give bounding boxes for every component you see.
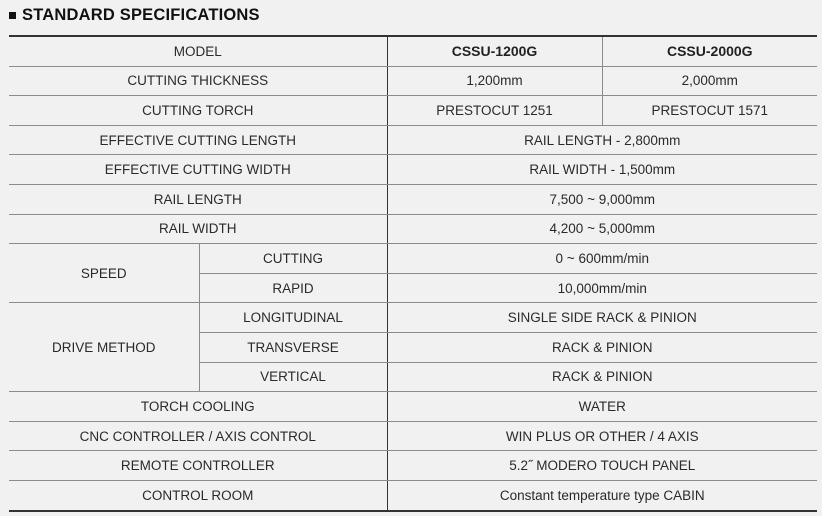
- table-row-speed-cutting: [9, 244, 817, 274]
- effective-width-value: RAIL WIDTH - 1,500mm: [387, 155, 817, 185]
- drive-vertical-label: VERTICAL: [199, 362, 387, 392]
- model-label: MODEL: [9, 36, 387, 66]
- cutting-torch-b: PRESTOCUT 1571: [602, 96, 817, 126]
- cnc-value: WIN PLUS OR OTHER / 4 AXIS: [387, 421, 817, 451]
- speed-label: SPEED: [9, 244, 199, 303]
- spec-table: [9, 35, 817, 512]
- drive-method-label: DRIVE METHOD: [9, 303, 199, 392]
- table-row-remote: [9, 451, 817, 481]
- speed-cutting-label: CUTTING: [199, 244, 387, 274]
- table-row-model: [9, 36, 817, 66]
- effective-length-label: EFFECTIVE CUTTING LENGTH: [9, 125, 387, 155]
- cutting-thickness-a: 1,200mm: [387, 66, 602, 96]
- table-row-torch-cooling: [9, 392, 817, 422]
- section-title-text: STANDARD SPECIFICATIONS: [22, 5, 260, 24]
- rail-width-label: RAIL WIDTH: [9, 214, 387, 244]
- cutting-thickness-b: 2,000mm: [602, 66, 817, 96]
- torch-cooling-value: WATER: [387, 392, 817, 422]
- effective-length-value: RAIL LENGTH - 2,800mm: [387, 125, 817, 155]
- drive-transverse-label: TRANSVERSE: [199, 332, 387, 362]
- table-row-effective-width: [9, 155, 817, 185]
- remote-value: 5.2˝ MODERO TOUCH PANEL: [387, 451, 817, 481]
- remote-label: REMOTE CONTROLLER: [9, 451, 387, 481]
- cutting-torch-label: CUTTING TORCH: [9, 96, 387, 126]
- cutting-torch-a: PRESTOCUT 1251: [387, 96, 602, 126]
- control-room-value: Constant temperature type CABIN: [387, 480, 817, 510]
- speed-rapid-value: 10,000mm/min: [387, 273, 817, 303]
- square-bullet-icon: [9, 12, 16, 19]
- cnc-label: CNC CONTROLLER / AXIS CONTROL: [9, 421, 387, 451]
- rail-length-value: 7,500 ~ 9,000mm: [387, 184, 817, 214]
- table-row-cutting-thickness: [9, 66, 817, 96]
- table-row-effective-length: [9, 125, 817, 155]
- cutting-thickness-label: CUTTING THICKNESS: [9, 66, 387, 96]
- model-b-header: CSSU-2000G: [602, 36, 817, 66]
- control-room-label: CONTROL ROOM: [9, 480, 387, 510]
- model-a-header: CSSU-1200G: [387, 36, 602, 66]
- torch-cooling-label: TORCH COOLING: [9, 392, 387, 422]
- drive-transverse-value: RACK & PINION: [387, 332, 817, 362]
- drive-longitudinal-value: SINGLE SIDE RACK & PINION: [387, 303, 817, 333]
- table-row-control-room: [9, 480, 817, 510]
- section-title: [9, 4, 260, 26]
- drive-longitudinal-label: LONGITUDINAL: [199, 303, 387, 333]
- rail-width-value: 4,200 ~ 5,000mm: [387, 214, 817, 244]
- table-row-rail-length: [9, 184, 817, 214]
- table-row-drive-longitudinal: [9, 303, 817, 333]
- speed-rapid-label: RAPID: [199, 273, 387, 303]
- rail-length-label: RAIL LENGTH: [9, 184, 387, 214]
- drive-vertical-value: RACK & PINION: [387, 362, 817, 392]
- effective-width-label: EFFECTIVE CUTTING WIDTH: [9, 155, 387, 185]
- table-row-cutting-torch: [9, 96, 817, 126]
- table-row-cnc: [9, 421, 817, 451]
- speed-cutting-value: 0 ~ 600mm/min: [387, 244, 817, 274]
- table-row-rail-width: [9, 214, 817, 244]
